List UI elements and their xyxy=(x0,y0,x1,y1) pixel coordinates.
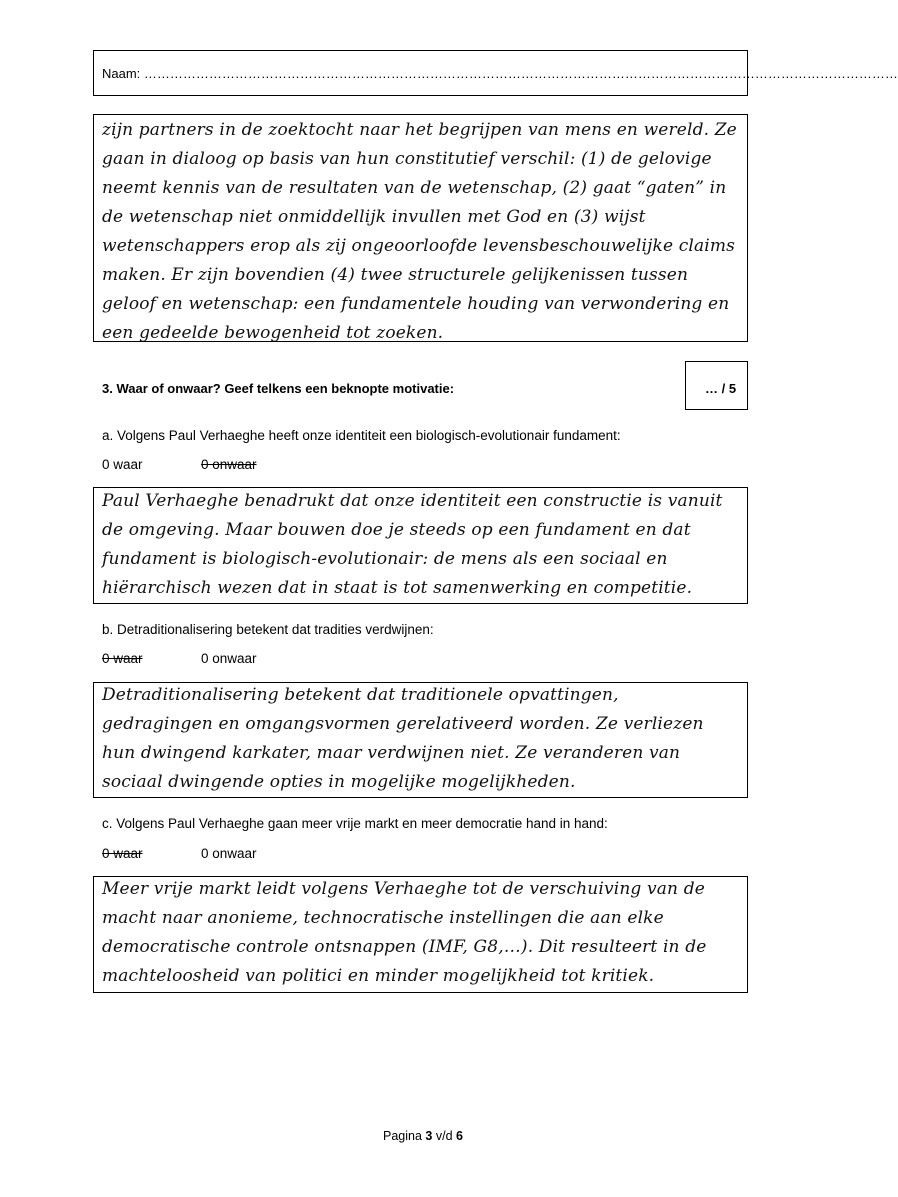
page-number xyxy=(0,1129,846,1143)
answer-line: fundament is biologisch-evolutionair: de mens als een sociaal en xyxy=(102,549,668,569)
option-b-false[interactable]: 0 onwaar xyxy=(201,651,257,666)
answer-line: maken. Er zijn bovendien (4) twee structurele gelijkenissen tussen xyxy=(102,265,689,285)
answer-line: gaan in dialoog op basis van hun constitutief verschil: (1) de gelovige xyxy=(102,149,712,169)
option-c-false[interactable]: 0 onwaar xyxy=(201,846,257,861)
answer-text-top xyxy=(102,116,762,348)
option-a-false[interactable]: 0 onwaar xyxy=(201,457,257,472)
answer-line: Detraditionalisering betekent dat traditionele opvattingen, xyxy=(102,685,619,705)
page-total: 6 xyxy=(456,1129,463,1143)
answer-line: de omgeving. Maar bouwen doe je steeds op een fundament en dat xyxy=(102,520,691,540)
statement-a: a. Volgens Paul Verhaeghe heeft onze identiteit een biologisch-evolutionair fundament: xyxy=(102,428,621,443)
answer-line: hiërarchisch wezen dat in staat is tot samenwerking en competitie. xyxy=(102,578,693,598)
answer-line: gedragingen en omgangsvormen gerelativeerd worden. Ze verliezen xyxy=(102,714,704,734)
statement-c: c. Volgens Paul Verhaeghe gaan meer vrije markt en meer democratie hand in hand: xyxy=(102,816,608,831)
answer-line: wetenschappers erop als zij ongeoorloofde levensbeschouwelijke claims xyxy=(102,236,736,256)
answer-line: zijn partners in de zoektocht naar het begrijpen van mens en wereld. Ze xyxy=(102,120,737,140)
answer-line: geloof en wetenschap: een fundamentele houding van verwondering en xyxy=(102,294,730,314)
score-value: … / 5 xyxy=(705,381,737,396)
answer-line: Meer vrije markt leidt volgens Verhaeghe tot de verschuiving van de xyxy=(102,879,705,899)
answer-line: hun dwingend karkater, maar verdwijnen niet. Ze veranderen van xyxy=(102,743,681,763)
statement-b: b. Detraditionalisering betekent dat tradities verdwijnen: xyxy=(102,622,434,637)
page-sep: v/d xyxy=(435,1129,453,1143)
answer-line: sociaal dwingende opties in mogelijke mogelijkheden. xyxy=(102,772,576,792)
option-c-true[interactable]: 0 waar xyxy=(102,846,143,861)
option-b-true[interactable]: 0 waar xyxy=(102,651,143,666)
page-current: 3 xyxy=(425,1129,433,1143)
answer-line: machteloosheid van politici en minder mogelijkheid tot kritiek. xyxy=(102,966,655,986)
answer-line: Paul Verhaeghe benadrukt dat onze identiteit een constructie is vanuit xyxy=(102,491,723,511)
answer-line: neemt kennis van de resultaten van de wetenschap, (2) gaat “gaten” in xyxy=(102,178,727,198)
answer-text-b xyxy=(102,681,762,797)
answer-line: democratische controle ontsnappen (IMF, G8,…). Dit resulteert in de xyxy=(102,937,707,957)
question-title: 3. Waar of onwaar? Geef telkens een beknopte motivatie: xyxy=(102,381,455,396)
option-a-true[interactable]: 0 waar xyxy=(102,457,143,472)
answer-line: de wetenschap niet onmiddellijk invullen met God en (3) wijst xyxy=(102,207,646,227)
name-field[interactable]: Naam: ………………………………………………………………………………………………………………………………………………………… xyxy=(102,66,898,81)
answer-line: macht naar anonieme, technocratische instellingen die aan elke xyxy=(102,908,664,928)
page-prefix: Pagina xyxy=(383,1129,422,1143)
answer-text-c xyxy=(102,875,762,991)
answer-line: een gedeelde bewogenheid tot zoeken. xyxy=(102,323,444,343)
answer-text-a xyxy=(102,487,762,603)
